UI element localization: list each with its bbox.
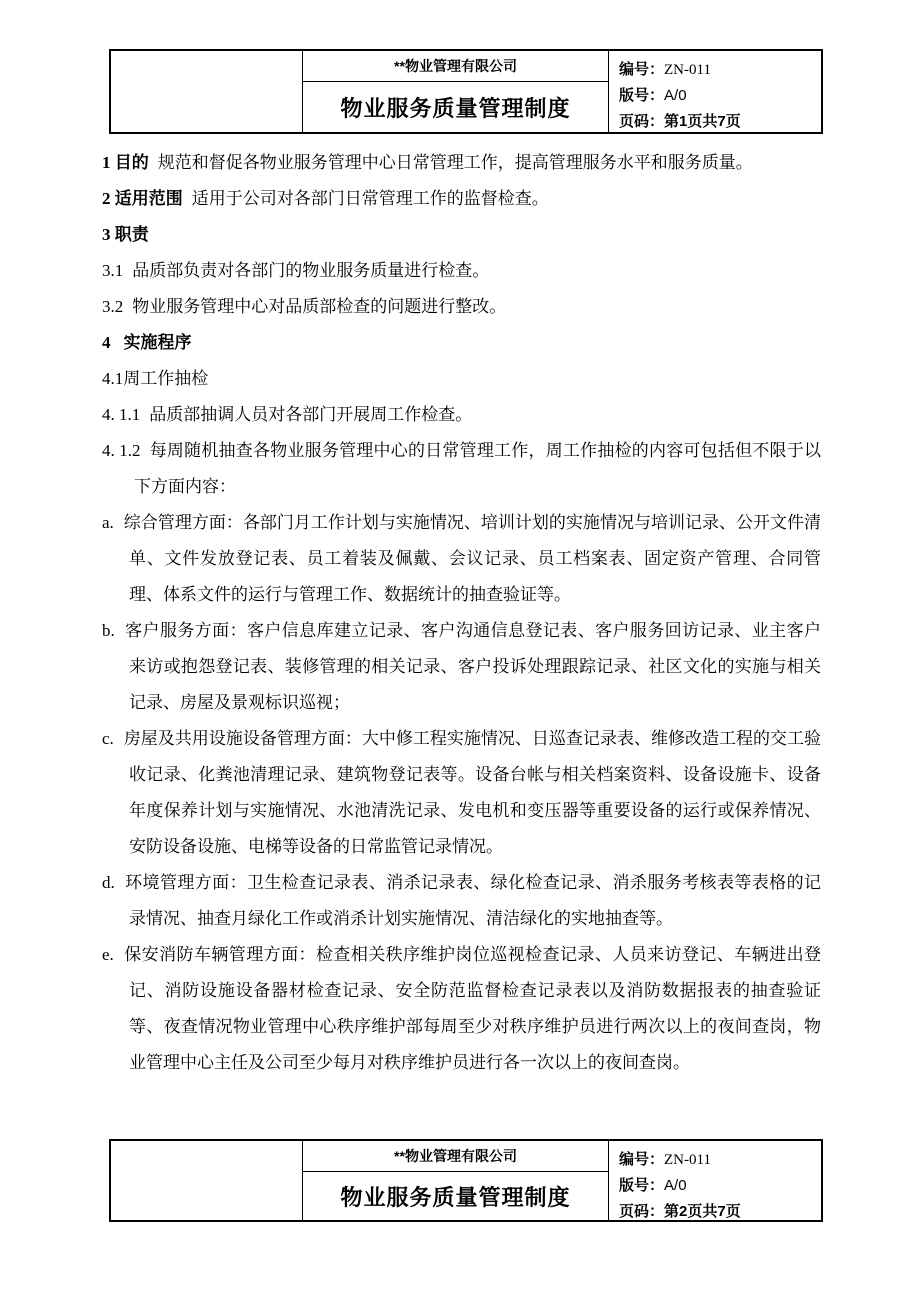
number-3-1: 3.1: [102, 261, 124, 280]
doc-version-line: [619, 83, 817, 109]
footer-doc-version-line: [619, 1173, 817, 1199]
doc-info-cell: [608, 51, 821, 132]
company-name: **物业管理有限公司: [303, 51, 608, 82]
list-item-b: [102, 613, 821, 721]
list-marker-b: b.: [102, 621, 115, 640]
paragraph-4-1: 4.1周工作抽检: [102, 369, 209, 388]
paragraph-purpose: [102, 145, 821, 181]
paragraph-4-1-1-text: 品质部抽调人员对各部门开展周工作检查。: [149, 405, 473, 424]
footer-logo-cell: [111, 1141, 303, 1220]
paragraph-3-2: [102, 289, 821, 325]
footer-doc-page-label: 页码：: [619, 1203, 665, 1220]
footer-doc-code-value: ZN-011: [664, 1152, 711, 1168]
list-item-a-text: 综合管理方面：各部门月工作计划与实施情况、培训计划的实施情况与培训记录、公开文件清单、文件发放登记表、员工着装及佩戴、会议记录、员工档案表、固定资产管理、合同管理、体系文件的运行与管理工作、数据统计的抽查验证等。: [123, 513, 821, 604]
number-4: 4: [102, 333, 111, 352]
document-title: 物业服务质量管理制度: [340, 95, 571, 121]
paragraph-4-1-2: [102, 433, 821, 505]
list-item-e: [102, 937, 821, 1081]
heading-procedure-label: 实施程序: [123, 333, 192, 352]
list-item-e-text: 保安消防车辆管理方面：检查相关秩序维护岗位巡视检查记录、人员来访登记、车辆进出登记、消防设施设备器材检查记录、安全防范监督检查记录表以及消防数据报表的抽查验证等、夜查情况物业管理中心秩序维护部每周至少对秩序维护员进行两次以上的夜间查岗，物业管理中心主任及公司至少每月对秩序维护员进行各一次以上的夜间查岗。: [123, 945, 821, 1072]
paragraph-3-1-text: 品质部负责对各部门的物业服务质量进行检查。: [132, 261, 490, 280]
doc-page-line: [619, 109, 817, 135]
logo-cell: [111, 51, 303, 132]
footer-doc-version-label: 版号：: [619, 1177, 665, 1194]
heading-purpose: 1 目的: [102, 153, 149, 172]
list-marker-d: d.: [102, 873, 115, 892]
list-item-d: [102, 865, 821, 937]
doc-page-label: 页码：: [619, 113, 665, 130]
document-body: [102, 145, 821, 1081]
header-table: [109, 49, 823, 134]
heading-scope: 2 适用范围: [102, 189, 183, 208]
doc-version-label: 版号：: [619, 87, 665, 104]
paragraph-purpose-text: 规范和督促各物业服务管理中心日常管理工作，提高管理服务水平和服务质量。: [157, 153, 753, 172]
paragraph-3-1: [102, 253, 821, 289]
paragraph-scope: [102, 181, 821, 217]
list-marker-c: c.: [102, 729, 114, 748]
footer-doc-page-line: [619, 1199, 817, 1225]
doc-code-label: 编号：: [619, 61, 665, 78]
number-3-2: 3.2: [102, 297, 124, 316]
paragraph-3-2-text: 物业服务管理中心对品质部检查的问题进行整改。: [132, 297, 507, 316]
doc-version-value: A/0: [664, 87, 687, 104]
list-marker-a: a.: [102, 513, 114, 532]
doc-code-value: ZN-011: [664, 62, 711, 78]
footer-doc-code-label: 编号：: [619, 1151, 665, 1168]
footer-table: [109, 1139, 823, 1222]
list-item-c: [102, 721, 821, 865]
heading-responsibility-label: 3 职责: [102, 225, 149, 244]
list-item-c-text: 房屋及共用设施设备管理方面：大中修工程实施情况、日巡查记录表、维修改造工程的交工验收记录、化粪池清理记录、建筑物登记表等。设备台帐与相关档案资料、设备设施卡、设备年度保养计划与实施情况、水池清洗记录、发电机和变压器等重要设备的运行或保养情况、安防设备设施、电梯等设备的日常监管记录情况。: [123, 729, 821, 856]
footer-document-title: 物业服务质量管理制度: [340, 1184, 571, 1210]
number-4-1-1: 4. 1.1: [102, 405, 141, 424]
doc-code-line: [619, 57, 817, 83]
paragraph-4-1-1: [102, 397, 821, 433]
list-marker-e: e.: [102, 945, 114, 964]
footer-doc-info-cell: [608, 1141, 821, 1220]
heading-procedure: [102, 325, 821, 361]
doc-page-value: 第1页共7页: [664, 113, 741, 130]
list-item-d-text: 环境管理方面：卫生检查记录表、消杀记录表、绿化检查记录、消杀服务考核表等表格的记录情况、抽查月绿化工作或消杀计划实施情况、清洁绿化的实地抽查等。: [124, 873, 821, 928]
footer-doc-version-value: A/0: [664, 1177, 687, 1194]
paragraph-4-1-2-text: 每周随机抽查各物业服务管理中心的日常管理工作，周工作抽检的内容可包括但不限于以下方面内容：: [134, 441, 821, 496]
list-item-b-text: 客户服务方面：客户信息库建立记录、客户沟通信息登记表、客户服务回访记录、业主客户来访或抱怨登记表、装修管理的相关记录、客户投诉处理跟踪记录、社区文化的实施与相关记录、房屋及景观标识巡视；: [124, 621, 821, 712]
footer-doc-code-line: [619, 1147, 817, 1173]
heading-responsibility: [102, 217, 821, 253]
list-item-a: [102, 505, 821, 613]
paragraph-scope-text: 适用于公司对各部门日常管理工作的监督检查。: [191, 189, 549, 208]
footer-doc-page-value: 第2页共7页: [664, 1203, 741, 1220]
footer-company-name: **物业管理有限公司: [303, 1141, 608, 1172]
number-4-1-2: 4. 1.2: [102, 441, 141, 460]
